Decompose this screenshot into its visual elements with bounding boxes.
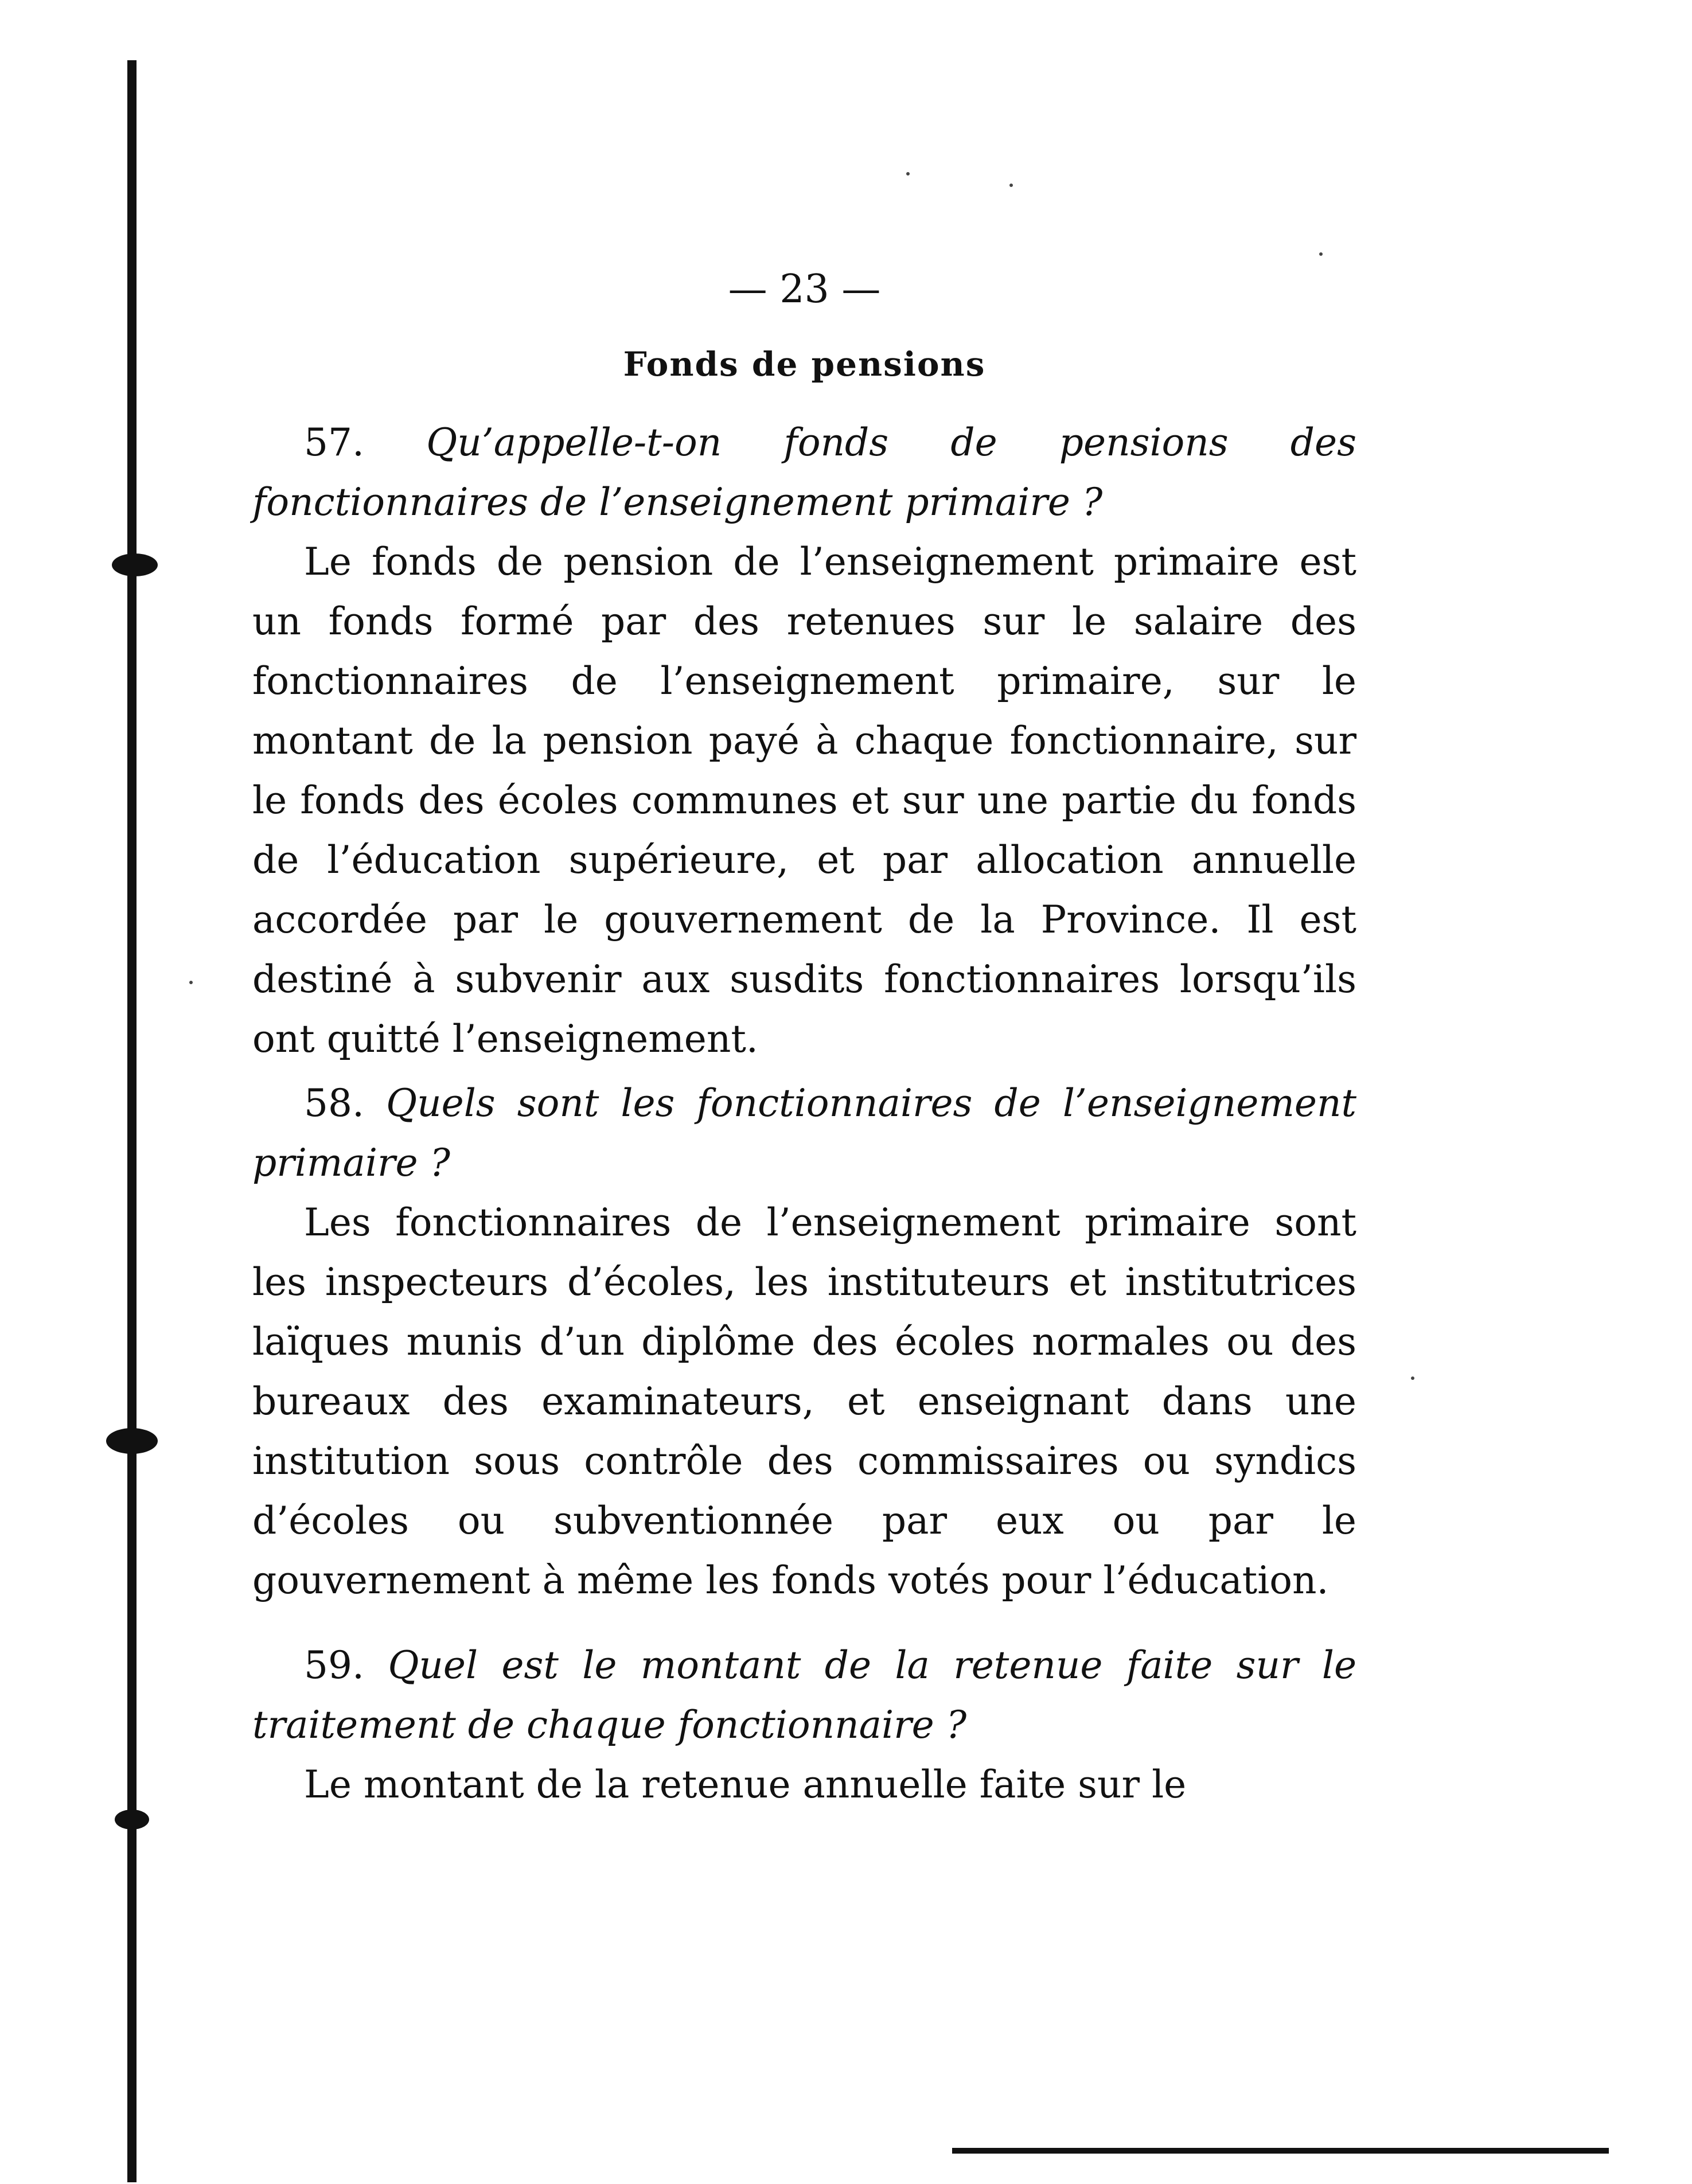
speck [1411, 1376, 1414, 1380]
answer-57: Le fonds de pension de l’enseignement primaire est un fonds formé par des retenues sur le salaire des fonctionnaires de l’enseignement primaire, sur le montant de la pension payé à chaque fonctionnaire, sur le fonds des écoles communes et sur une partie du fonds de l’éducation supérieure, et par allocation annuelle accordée par le gouvernement de la Province. Il est destiné à subvenir aux susdits fonctionnaires lorsqu’ils ont quitté l’enseignement. [252, 540, 1356, 1061]
question-number: 57. [304, 420, 364, 465]
speck [1009, 184, 1013, 187]
speck [906, 172, 910, 176]
question-text: Qu’appelle-t-on fonds de pensions des fonctionnaires de l’enseignement primaire ? [252, 420, 1356, 524]
question-text: Quel est le montant de la retenue faite sur le traitement de chaque fonctionnaire ? [252, 1643, 1357, 1747]
paragraph-gap [252, 1615, 1356, 1636]
speck [189, 981, 193, 984]
binding-mark [106, 1428, 158, 1454]
question-number: 58. [304, 1081, 364, 1125]
binding-mark [115, 1809, 149, 1830]
binding-mark [112, 553, 158, 576]
binding-edge [127, 60, 137, 2182]
question-text: Quels sont les fonctionnaires de l’enseignement primaire ? [252, 1081, 1356, 1185]
answer-58: Les fonctionnaires de l’enseignement primaire sont les inspecteurs d’écoles, les instituteurs et institutrices laïques munis d’un diplôme des écoles normales ou des bureaux des examinateurs, et enseignant dans une institution sous contrôle des commissaires ou syndics d’écoles ou subventionnée par eux ou par le gouvernement à même les fonds votés pour l’éducation. [252, 1200, 1356, 1602]
bottom-rule [952, 2148, 1609, 2154]
question-number: 59. [304, 1643, 364, 1687]
question-59 [252, 1636, 1356, 1755]
question-57 [252, 413, 1356, 532]
question-58 [252, 1074, 1356, 1193]
answer-59: Le montant de la retenue annuelle faite sur le [304, 1762, 1187, 1807]
speck [1319, 252, 1323, 256]
section-heading: Fonds de pensions [623, 345, 986, 384]
page-number: — 23 — [728, 267, 881, 312]
page-text [252, 264, 1356, 1819]
